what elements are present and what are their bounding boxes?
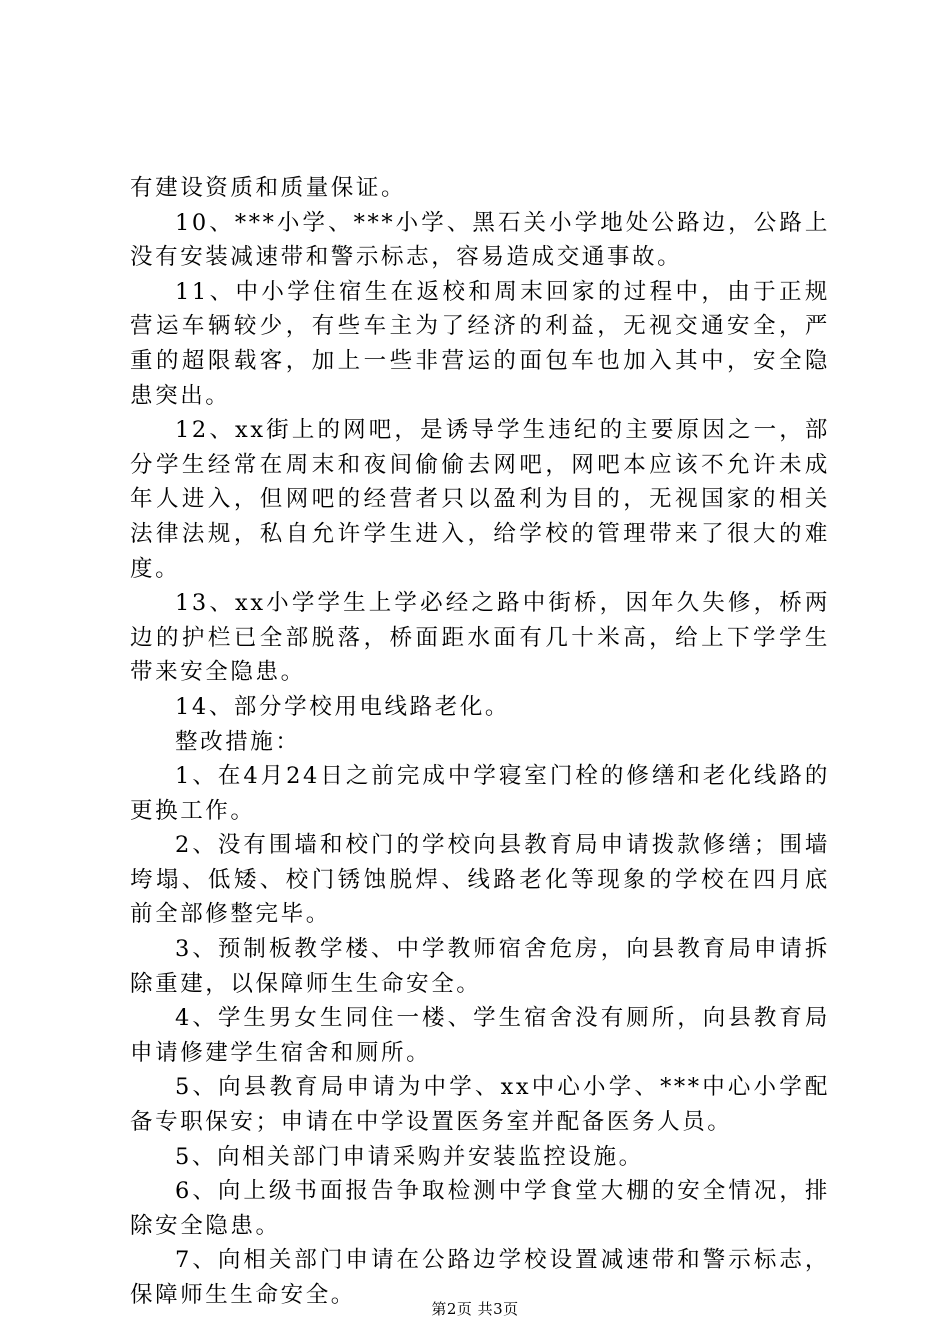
paragraph: 4、学生男女生同住一楼、学生宿舍没有厕所，向县教育局申请修建学生宿舍和厕所。 [130,1005,830,1066]
paragraph: 11、中小学住宿生在返校和周末回家的过程中，由于正规营运车辆较少，有些车主为了经济的利益，无视交通安全，严重的超限载客，加上一些非营运的面包车也加入其中，安全隐患突出。 [130,278,830,409]
section-heading: 整改措施： [175,728,301,755]
paragraph: 13、xx小学学生上学必经之路中街桥，因年久失修，桥两边的护栏已全部脱落，桥面距水面有几十米高，给上下学学生带来安全隐患。 [130,590,830,686]
paragraph: 5、向相关部门申请采购并安装监控设施。 [175,1143,644,1170]
paragraph: 10、***小学、***小学、黑石关小学地处公路边，公路上没有安装减速带和警示标志，容易造成交通事故。 [130,209,830,271]
paragraph: 6、向上级书面报告争取检测中学食堂大棚的安全情况，排除安全隐患。 [130,1178,830,1239]
page-footer [0,1299,950,1319]
paragraph: 2、没有围墙和校门的学校向县教育局申请拨款修缮；围墙垮塌、低矮、校门锈蚀脱焊、线路老化等现象的学校在四月底前全部修整完毕。 [130,832,830,928]
paragraph: 3、预制板教学楼、中学教师宿舍危房，向县教育局申请拆除重建，以保障师生生命安全。 [130,936,830,997]
paragraph: 5、向县教育局申请为中学、xx中心小学、***中心小学配备专职保安；申请在中学设置医务室并配备医务人员。 [130,1074,830,1136]
paragraph: 14、部分学校用电线路老化。 [175,693,511,720]
document-body [130,171,830,1313]
paragraph: 1、在4月24日之前完成中学寝室门栓的修缮和老化线路的更换工作。 [130,763,830,824]
page-number: 第2页 共3页 [431,1300,519,1318]
paragraph: 7、向相关部门申请在公路边学校设置减速带和警示标志，保障师生生命安全。 [130,1247,830,1308]
paragraph: 有建设资质和质量保证。 [130,175,407,201]
paragraph: 12、xx街上的网吧，是诱导学生违纪的主要原因之一，部分学生经常在周末和夜间偷偷去网吧，网吧本应该不允许未成年人进入，但网吧的经营者只以盈利为目的，无视国家的相关法律法规，私自允许学生进入，给学校的管理带来了很大的难度。 [130,417,830,582]
